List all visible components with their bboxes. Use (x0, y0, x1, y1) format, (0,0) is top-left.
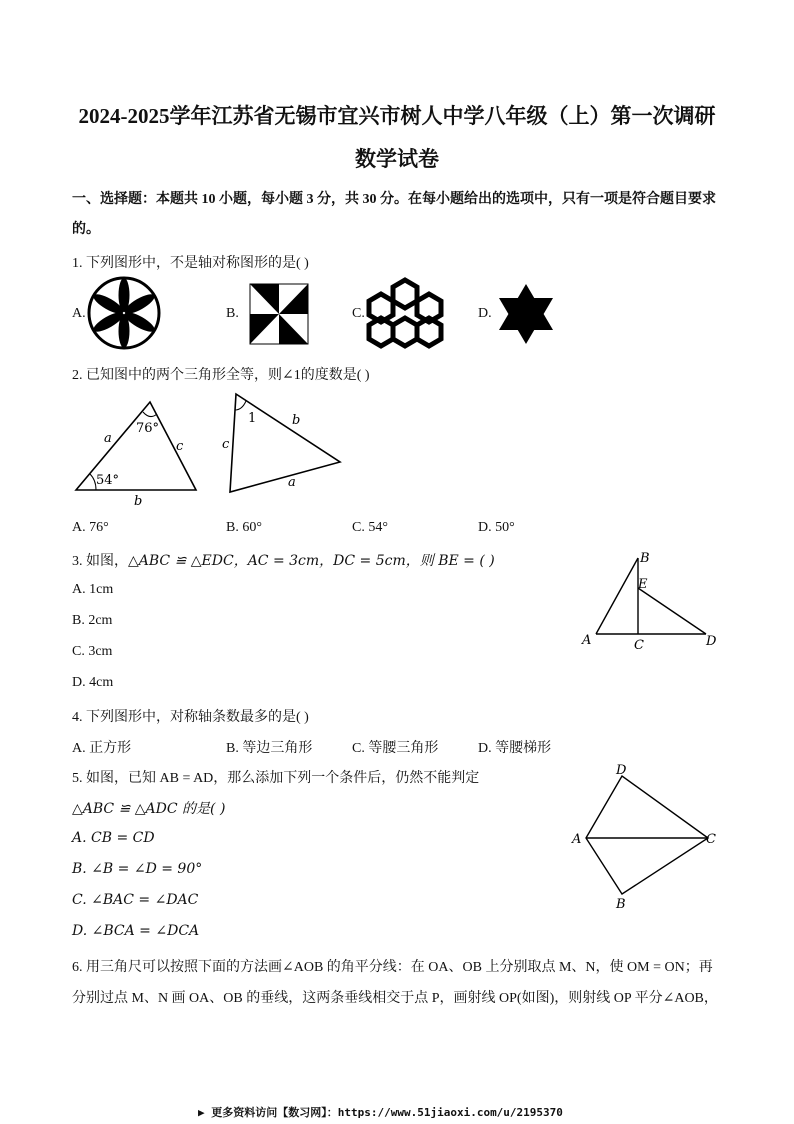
q2-fig2-angle-1: 1 (248, 411, 257, 426)
q5-option-c: C. ∠BAC = ∠DAC (72, 892, 199, 908)
q2-figure-2 (218, 388, 348, 498)
q2-fig2-label-a: a (288, 475, 296, 490)
q2-fig1-label-c: c (176, 439, 184, 454)
q1-figure-a-flower (86, 275, 162, 351)
q2-option-d: D. 50° (478, 520, 515, 535)
q4-option-c: C. 等腰三角形 (352, 741, 439, 756)
q4-option-b: B. 等边三角形 (226, 741, 313, 756)
q1-option-b: B. (226, 306, 239, 321)
q5-label-c: C (706, 832, 716, 847)
q3-stem-math: △ABC ≌ △EDC，AC = 3cm，DC = 5cm，则 BE = ( ) (128, 553, 495, 569)
section-heading-line-1: 一、选择题：本题共 10 小题，每小题 3 分，共 30 分。在每小题给出的选项中，只有一项是符合题目要求 (72, 192, 716, 207)
q5-label-a: A (572, 832, 582, 847)
q3-figure (576, 548, 726, 656)
q4-stem: 4. 下列图形中，对称轴条数最多的是( ) (72, 710, 309, 725)
q4-option-a: A. 正方形 (72, 741, 132, 756)
q2-stem: 2. 已知图中的两个三角形全等，则∠1的度数是( ) (72, 368, 370, 383)
q3-option-b: B. 2cm (72, 613, 113, 628)
q1-stem: 1. 下列图形中，不是轴对称图形的是( ) (72, 256, 309, 271)
q2-fig1-top-angle: 76° (136, 421, 160, 436)
q4-option-d: D. 等腰梯形 (478, 741, 552, 756)
q2-fig1-label-b: b (134, 494, 143, 508)
q3-label-b: B (640, 551, 650, 566)
q2-fig2-label-b: b (292, 413, 301, 428)
q5-option-d: D. ∠BCA = ∠DCA (72, 923, 200, 939)
q1-figure-b-pinwheel (246, 282, 312, 346)
q3-option-d: D. 4cm (72, 675, 114, 690)
q5-label-b: B (616, 897, 626, 912)
q2-fig2-label-c: c (222, 437, 230, 452)
q6-line-2: 分别过点 M、N 画 OA、OB 的垂线，这两条垂线相交于点 P，画射线 OP(如图)，则射线 OP 平分∠AOB， (72, 991, 718, 1006)
title-line-1: 2024-2025学年江苏省无锡市宜兴市树人中学八年级（上）第一次调研 (78, 104, 716, 128)
q1-option-c: C. (352, 306, 365, 321)
q5-stem-line-2: △ABC ≌ △ADC 的是( ) (72, 801, 226, 817)
q3-label-e: E (638, 577, 648, 592)
q3-stem-prefix: 3. 如图， (72, 554, 128, 569)
q5-figure (566, 762, 726, 912)
q2-option-a: A. 76° (72, 520, 109, 535)
q2-figure-1 (70, 392, 204, 508)
q5-stem-line-1: 5. 如图，已知 AB = AD，那么添加下列一个条件后，仍然不能判定 (72, 771, 480, 786)
footer-link[interactable]: ▶ 更多资料访问【数习网】：https://www.51jiaoxi.com/u/2195370 (198, 1106, 563, 1119)
section-heading-line-2: 的。 (72, 222, 100, 237)
q3-label-a: A (582, 633, 592, 648)
q3-option-a: A. 1cm (72, 582, 114, 597)
q1-option-d: D. (478, 306, 492, 321)
q2-fig1-label-a: a (104, 431, 112, 446)
q5-label-d: D (616, 763, 627, 778)
q2-option-c: C. 54° (352, 520, 388, 535)
q2-fig1-left-angle: 54° (96, 473, 120, 488)
q3-label-d: D (706, 634, 717, 649)
q6-line-1: 6. 用三角尺可以按照下面的方法画∠AOB 的角平分线：在 OA、OB 上分别取点 M、N，使 OM = ON；再 (72, 960, 713, 975)
q3-label-c: C (634, 638, 644, 653)
q2-option-b: B. 60° (226, 520, 262, 535)
q3-stem (72, 550, 495, 570)
q1-option-a: A. (72, 306, 86, 321)
q3-option-c: C. 3cm (72, 644, 113, 659)
q5-option-b: B. ∠B = ∠D = 90° (72, 861, 203, 877)
q5-option-a: A. CB = CD (72, 830, 155, 846)
q1-figure-c-hexagon-ring (366, 276, 444, 350)
q1-figure-d-star (494, 282, 558, 346)
title-line-2: 数学试卷 (355, 147, 439, 171)
